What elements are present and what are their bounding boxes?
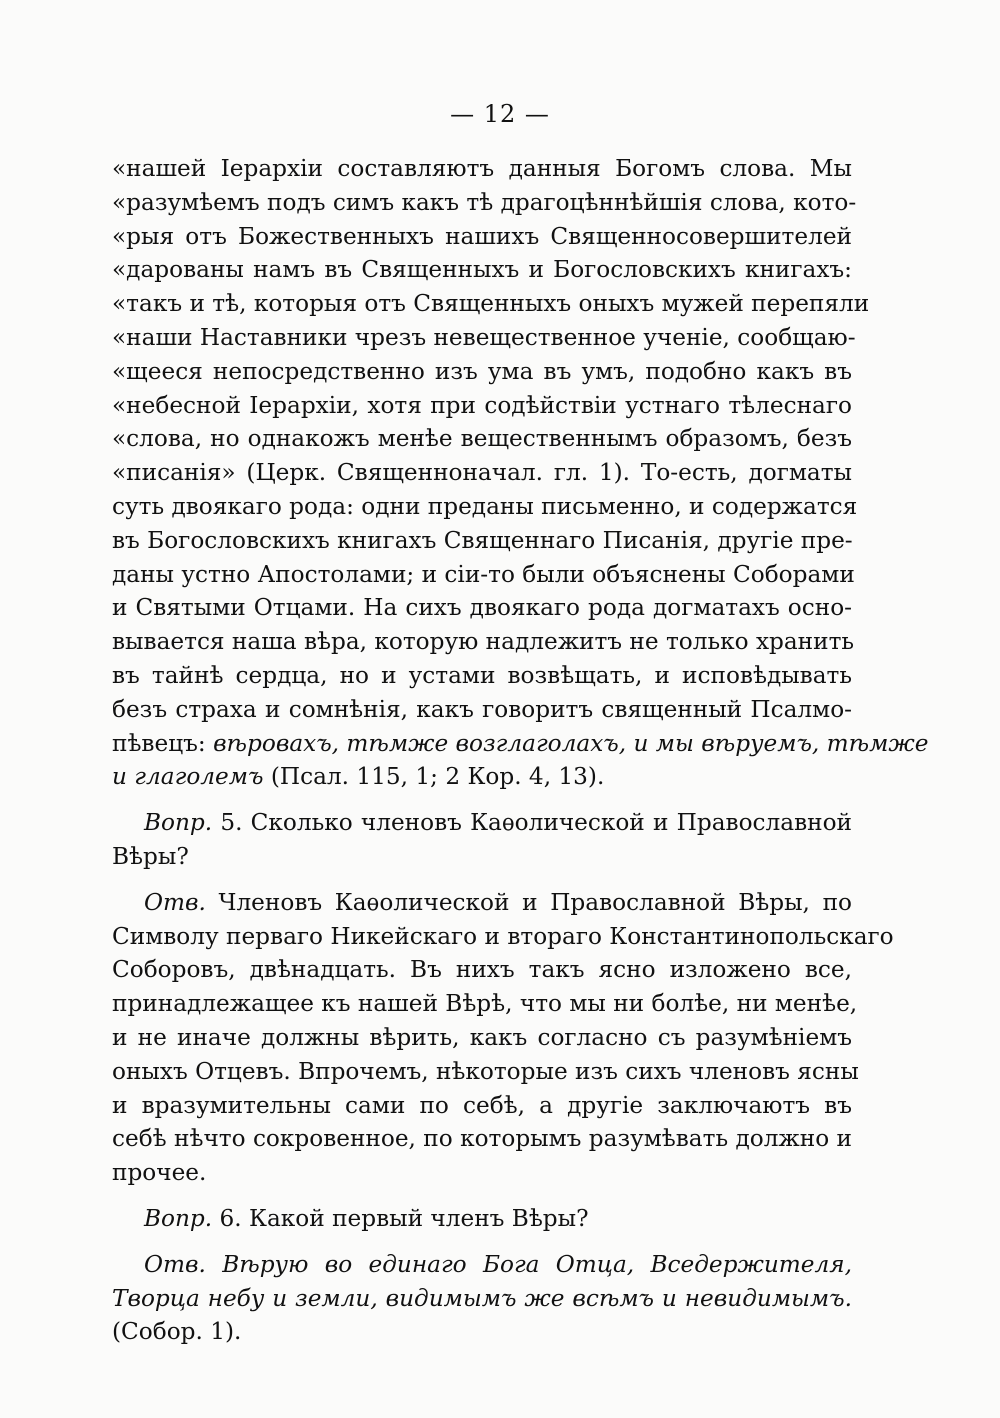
question-text: 5. Сколько членовъ Каѳолической и Православной	[212, 809, 852, 837]
question-text: 6. Какой первый членъ Вѣры?	[212, 1204, 589, 1232]
text-line: себѣ нѣчто сокровенное, по которымъ разумѣвать должно и	[112, 1125, 852, 1153]
text-line: суть двоякаго рода: одни преданы письменно, и содержатся	[112, 492, 858, 520]
text-line: оныхъ Отцевъ. Впрочемъ, нѣкоторые изъ сихъ членовъ ясны	[112, 1057, 859, 1085]
answer-label: Отв.	[144, 888, 206, 916]
question-line	[112, 806, 852, 840]
question-label: Вопр.	[144, 809, 213, 837]
paragraph-quote	[112, 152, 929, 794]
text-line: «такъ и тѣ, которыя отъ Священныхъ оныхъ мужей перепяли	[112, 290, 870, 318]
question-label: Вопр.	[144, 1204, 213, 1232]
question-line	[112, 1202, 852, 1236]
text-line: прочее.	[112, 1159, 207, 1187]
text-line: и вразумительны сами по себѣ, а другіе заключаютъ въ	[112, 1091, 852, 1119]
text-line: Вѣры?	[112, 842, 189, 870]
text-line: «дарованы намъ въ Священныхъ и Богословскихъ книгахъ:	[112, 256, 852, 284]
council-reference: (Собор. 1).	[112, 1318, 242, 1346]
text-line: «писанія» (Церк. Священноначал. гл. 1). То-есть, догматы	[112, 459, 852, 487]
text-line: въ Богословскихъ книгахъ Священнаго Писанія, другіе пре-	[112, 526, 853, 554]
answer-line	[112, 1248, 852, 1282]
page-number: — 12 —	[450, 100, 550, 128]
text-line: «рыя отъ Божественныхъ нашихъ Священносовершителей	[112, 222, 852, 250]
page-body	[112, 152, 929, 1349]
text-line: «слова, но однакожъ менѣе вещественнымъ образомъ, безъ	[112, 425, 852, 453]
text-line: безъ страха и сомнѣнія, какъ говоритъ священный Псалмо-	[112, 695, 852, 723]
answer-5	[112, 886, 894, 1190]
text-line: Символу перваго Никейскаго и втораго Константинопольскаго	[112, 922, 894, 950]
text-line: вывается наша вѣра, которую надлежитъ не только хранить	[112, 628, 855, 656]
text-line: принадлежащее къ нашей Вѣрѣ, что мы ни болѣе, ни менѣе,	[112, 990, 858, 1018]
answer-text: Членовъ Каѳолической и Православной Вѣры, по	[205, 888, 852, 916]
answer-6	[112, 1248, 852, 1349]
text-line: «разумѣемъ подъ симъ какъ тѣ драгоцѣннѣйшія слова, кото-	[112, 188, 857, 216]
text-line: въ тайнѣ сердца, но и устами возвѣщать, и исповѣдывать	[112, 661, 852, 689]
question-6	[112, 1202, 852, 1236]
text-line: даны устно Апостолами; и сіи-то были объяснены Соборами	[112, 560, 855, 588]
text-run: пѣвецъ:	[112, 729, 214, 757]
text-line: и Святыми Отцами. На сихъ двоякаго рода догматахъ осно-	[112, 594, 852, 622]
answer-line	[112, 886, 852, 920]
scripture-quote: вѣровахъ, тѣмже возглаголахъ, и мы вѣруемъ, тѣмже	[213, 729, 929, 757]
text-line: «наши Наставники чрезъ невещественное ученіе, сообщаю-	[112, 323, 856, 351]
text-line: и не иначе должны вѣрить, какъ согласно съ разумѣніемъ	[112, 1023, 852, 1051]
text-line-mixed	[112, 727, 929, 761]
text-line-mixed	[112, 760, 852, 794]
creed-text: Вѣрую во единаго Бога Отца, Вседержителя,	[205, 1250, 852, 1278]
creed-text-line: Творца небу и земли, видимымъ же всѣмъ и невидимымъ.	[112, 1284, 852, 1312]
answer-label: Отв.	[144, 1250, 206, 1278]
scripture-reference: (Псал. 115, 1; 2 Кор. 4, 13).	[263, 763, 605, 791]
question-5	[112, 806, 852, 874]
text-line: Соборовъ, двѣнадцать. Въ нихъ такъ ясно изложено все,	[112, 956, 852, 984]
text-line: «нашей Іерархіи составляютъ данныя Богомъ слова. Мы	[112, 155, 852, 182]
text-line: «небесной Іерархіи, хотя при содѣйствіи устнаго тѣлеснаго	[112, 391, 852, 419]
text-line: «щееся непосредственно изъ ума въ умъ, подобно какъ въ	[112, 357, 852, 385]
scripture-quote: и глаголемъ	[112, 763, 264, 791]
